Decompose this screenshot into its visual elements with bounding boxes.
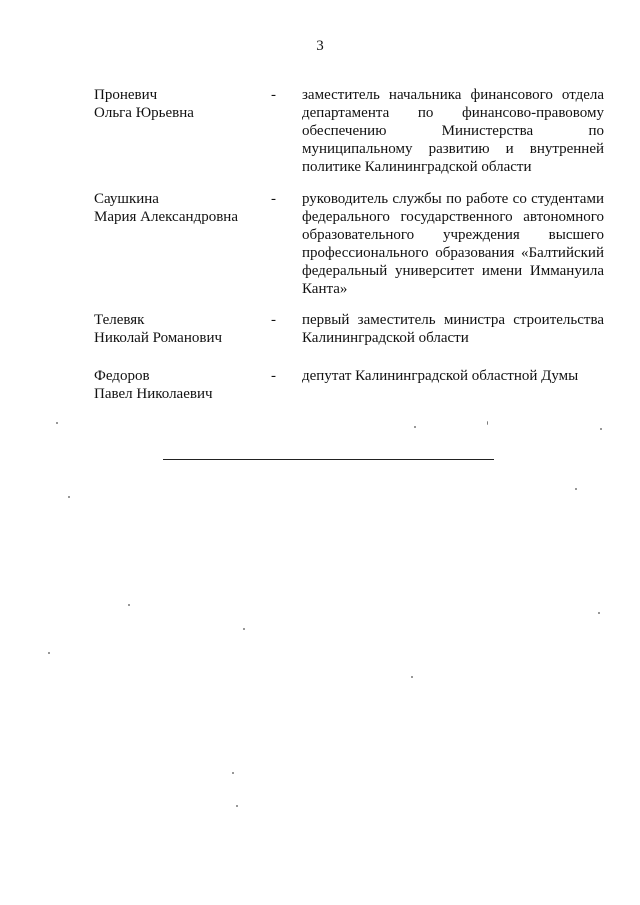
member-dash: - xyxy=(271,312,276,328)
member-name xyxy=(94,311,264,347)
member-given-names: Мария Александровна xyxy=(94,209,238,225)
scan-speck xyxy=(56,422,58,424)
member-entry xyxy=(94,367,604,407)
scan-speck xyxy=(243,628,245,630)
scan-speck xyxy=(414,426,416,428)
member-role: заместитель начальника финансового отдела департамента по финансово-правовому обеспечению Министерства по муниципальному развитию и внутренней политике Калининградской области xyxy=(302,87,604,175)
scan-speck xyxy=(598,612,600,614)
member-role: депутат Калининградской областной Думы xyxy=(302,368,579,384)
member-given-names: Ольга Юрьевна xyxy=(94,105,194,121)
member-entry xyxy=(94,311,604,367)
member-surname: Телевяк xyxy=(94,312,145,328)
member-surname: Саушкина xyxy=(94,191,159,207)
member-dash: - xyxy=(271,191,276,207)
member-surname: Проневич xyxy=(94,87,158,103)
scan-speck xyxy=(128,604,130,606)
scan-speck xyxy=(411,676,413,678)
end-of-list-rule xyxy=(163,459,494,460)
member-list xyxy=(94,86,604,407)
member-entry xyxy=(94,190,604,311)
member-role: руководитель службы по работе со студентами федерального государственного автономного образовательного учреждения высшего профессионального образования «Балтийский федеральный университет имени Иммануила Канта» xyxy=(302,191,604,297)
member-surname: Федоров xyxy=(94,368,150,384)
page-number: 3 xyxy=(316,38,324,54)
member-given-names: Николай Романович xyxy=(94,330,223,346)
scan-speck xyxy=(600,428,602,430)
member-dash: - xyxy=(271,368,276,384)
scan-speck xyxy=(68,496,70,498)
scan-speck xyxy=(48,652,50,654)
member-role: первый заместитель министра строительства Калининградской области xyxy=(302,312,604,346)
member-dash: - xyxy=(271,87,276,103)
member-name xyxy=(94,367,264,403)
scan-speck xyxy=(232,772,234,774)
member-entry xyxy=(94,86,604,190)
member-name xyxy=(94,190,264,226)
member-name xyxy=(94,86,264,122)
member-given-names: Павел Николаевич xyxy=(94,386,213,402)
scan-speck xyxy=(487,421,488,425)
scan-speck xyxy=(575,488,577,490)
scan-speck xyxy=(236,805,238,807)
